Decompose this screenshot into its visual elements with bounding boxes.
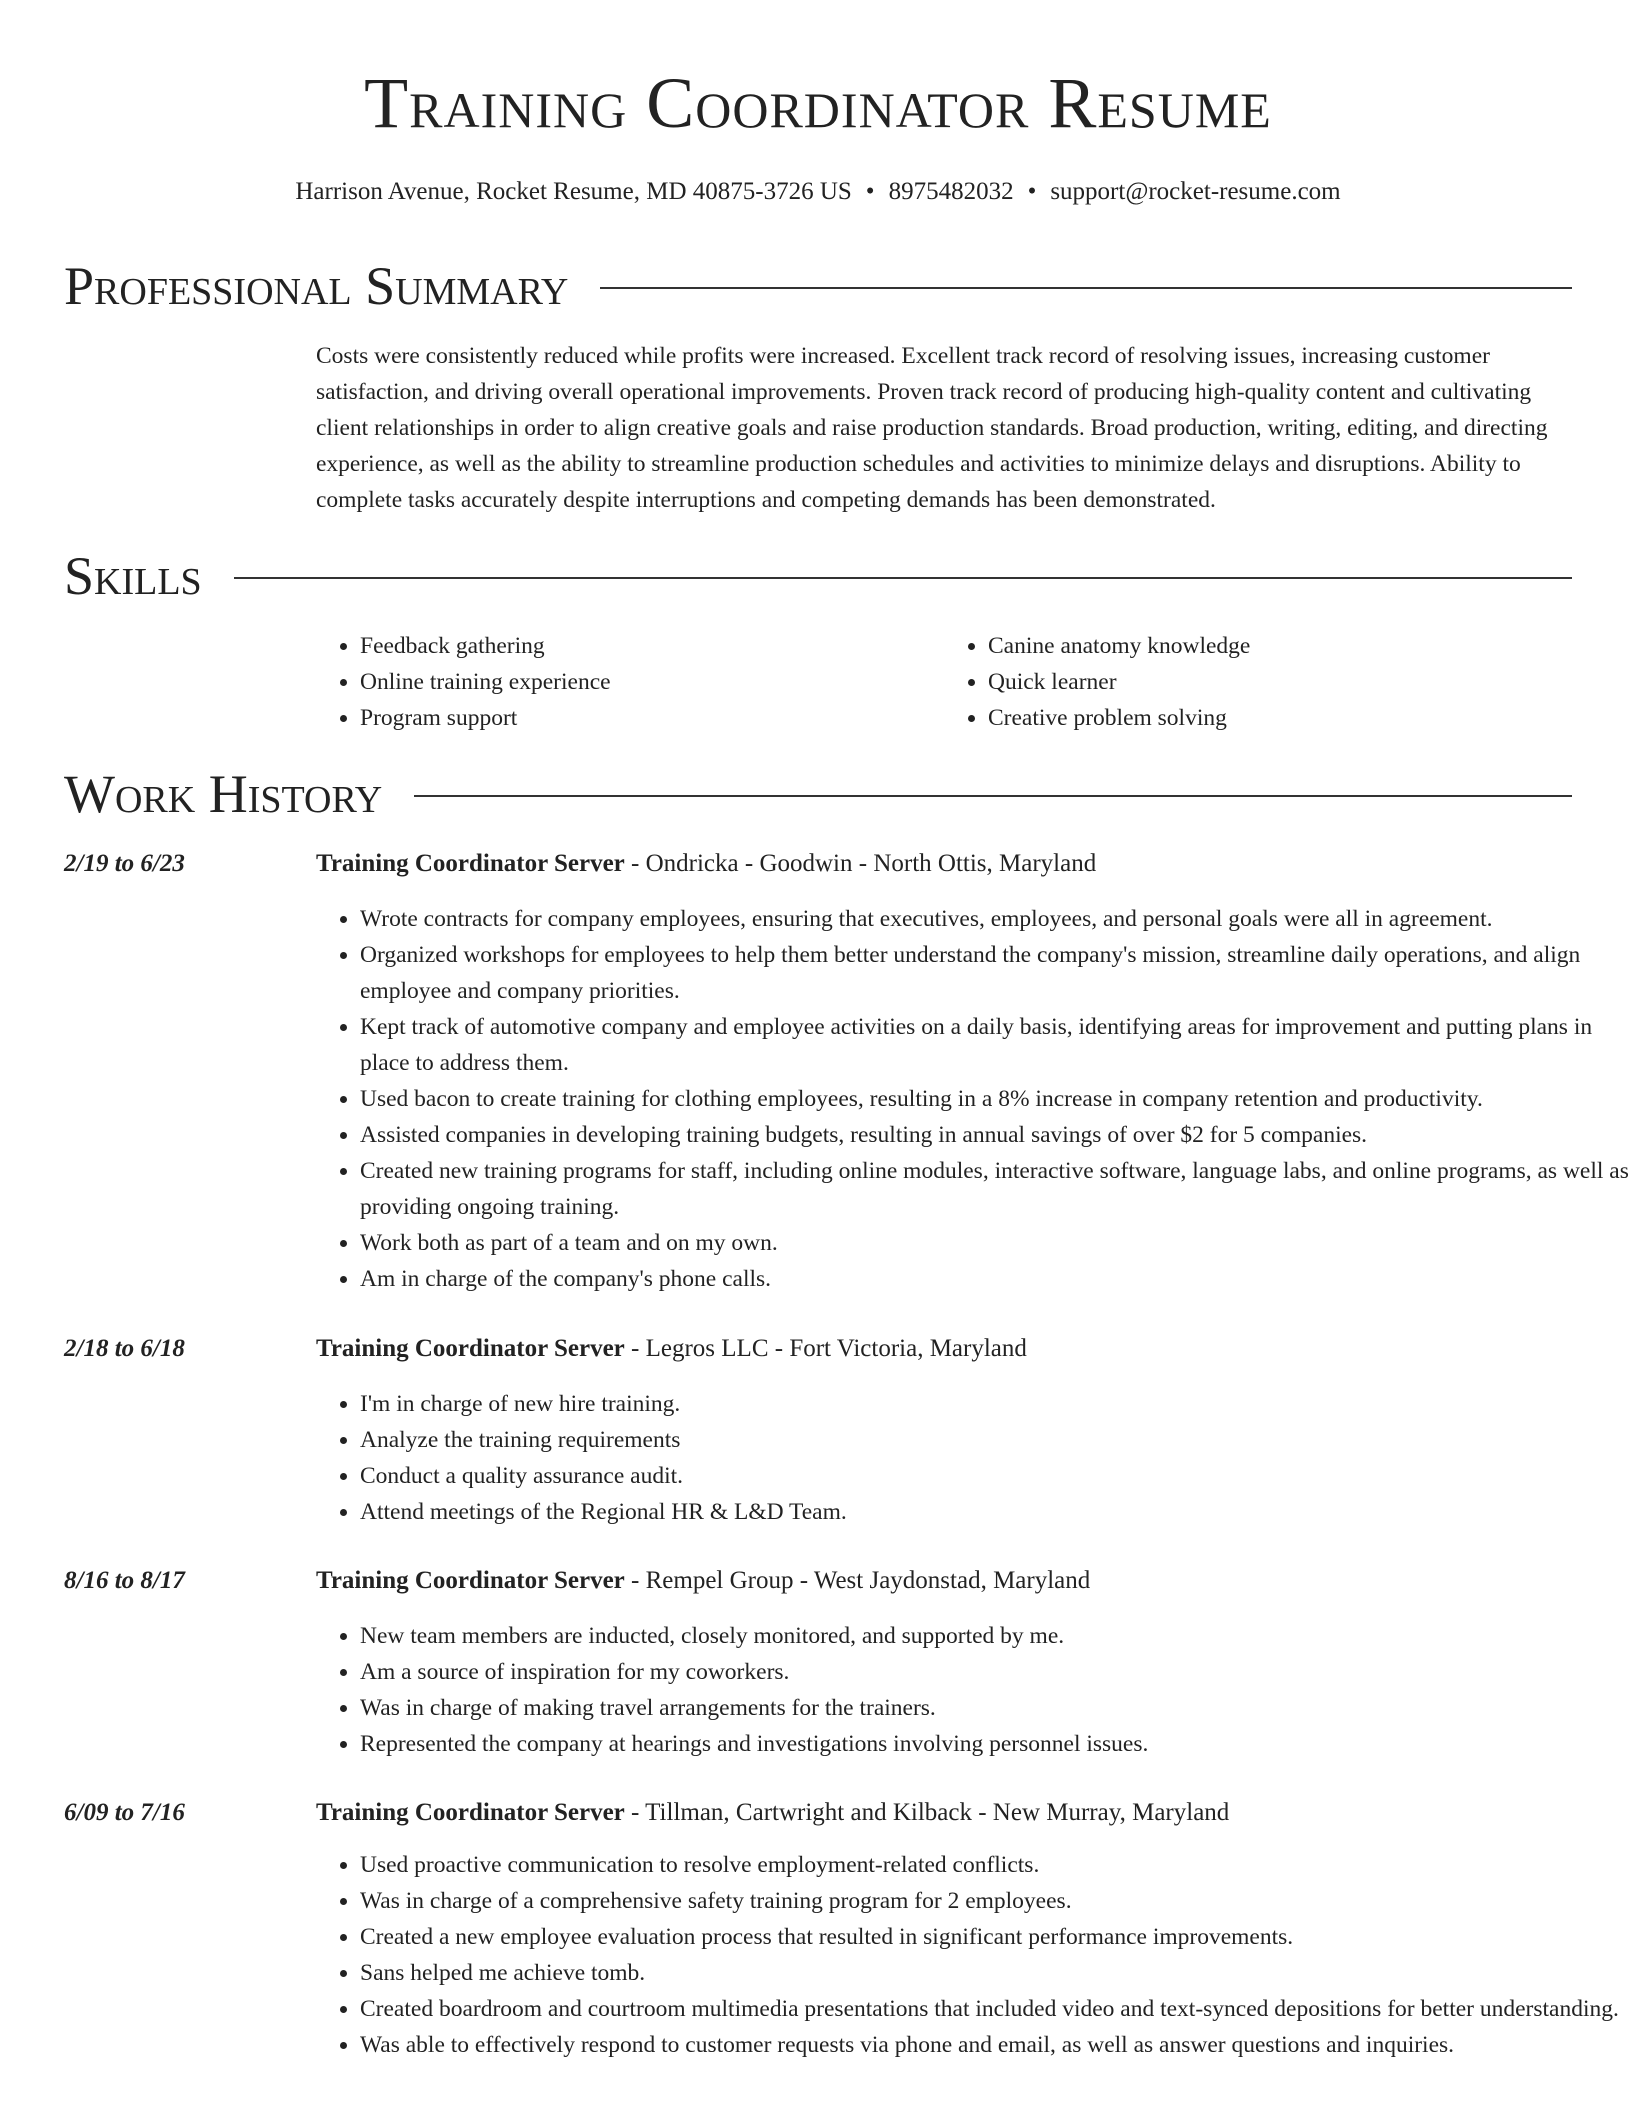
contact-address: Harrison Avenue, Rocket Resume, MD 40875-3726 US <box>295 178 852 205</box>
skills-section-header <box>64 544 1572 608</box>
job-bullet: • Attend meetings of the Regional HR & L&D Team. <box>360 1494 1632 1530</box>
job-details: - Legros LLC - Fort Victoria, Maryland <box>624 1335 1027 1362</box>
job-bullet: • Am in charge of the company's phone calls. <box>360 1261 1632 1297</box>
job-dates: 2/18 to 6/18 <box>64 1335 185 1362</box>
skills-column-left <box>316 628 944 736</box>
section-divider <box>600 287 1572 289</box>
job-details: - Rempel Group - West Jaydonstad, Maryland <box>624 1567 1091 1594</box>
skill-item: • Canine anatomy knowledge <box>988 628 1572 664</box>
skill-item: • Creative problem solving <box>988 700 1572 736</box>
job-bullet: • Used bacon to create training for clothing employees, resulting in a 8% increase in company retention and productivity. <box>360 1081 1632 1117</box>
job-bullet: • Work both as part of a team and on my own. <box>360 1225 1632 1261</box>
work-heading: Work History <box>64 764 383 824</box>
job-bullet: • Created new training programs for staff, including online modules, interactive software, language labs, and online programs, as well as providing ongoing training. <box>360 1153 1632 1225</box>
job-bullet: • Conduct a quality assurance audit. <box>360 1458 1632 1494</box>
job-heading <box>316 1795 1229 1831</box>
summary-text: Costs were consistently reduced while profits were increased. Excellent track record of resolving issues, increasing customer satisfaction, and driving overall operational improvements. Proven track record of producing high-quality content and cultivating client relationships in order to align creative goals and raise production standards. Broad production, writing, editing, and directing experience, as well as the ability to streamline production schedules and activities to minimize delays and disruptions. Ability to complete tasks accurately despite interruptions and competing demands has been demonstrated. <box>316 343 1548 513</box>
job-bullet: • Was able to effectively respond to customer requests via phone and email, as well as answer questions and inquiries. <box>360 2027 1632 2063</box>
resume-title: Training Coordinator Resume <box>364 63 1272 143</box>
job-bullet: • Sans helped me achieve tomb. <box>360 1955 1632 1991</box>
section-divider <box>234 577 1572 579</box>
skills-column-right <box>944 628 1572 736</box>
job-bullet: • Was in charge of making travel arrangements for the trainers. <box>360 1690 1632 1726</box>
job-bullet: • New team members are inducted, closely monitored, and supported by me. <box>360 1618 1632 1654</box>
job-bullets <box>316 901 1632 1297</box>
job-bullet: • Was in charge of a comprehensive safety training program for 2 employees. <box>360 1883 1632 1919</box>
job-bullet: • I'm in charge of new hire training. <box>360 1386 1632 1422</box>
section-divider <box>414 795 1572 797</box>
job-bullet: • Assisted companies in developing training budgets, resulting in annual savings of over $2 for 5 companies. <box>360 1117 1632 1153</box>
job-bullet: • Organized workshops for employees to help them better understand the company's mission, streamline daily operations, and align employee and company priorities. <box>360 937 1632 1009</box>
job-heading <box>316 1563 1090 1599</box>
job-bullet: • Am a source of inspiration for my coworkers. <box>360 1654 1632 1690</box>
contact-phone: 8975482032 <box>888 178 1014 205</box>
work-section-header <box>64 762 1572 826</box>
job-bullets <box>316 1386 1632 1530</box>
job-dates: 2/19 to 6/23 <box>64 850 185 877</box>
job-bullet: • Analyze the training requirements <box>360 1422 1632 1458</box>
job-bullet: • Created a new employee evaluation process that resulted in significant performance improvements. <box>360 1919 1632 1955</box>
job-bullet: • Represented the company at hearings and investigations involving personnel issues. <box>360 1726 1632 1762</box>
job-bullet: • Kept track of automotive company and employee activities on a daily basis, identifying areas for improvement and putting plans in place to address them. <box>360 1009 1632 1081</box>
contact-separator: • <box>1027 178 1037 205</box>
job-bullet: • Used proactive communication to resolve employment-related conflicts. <box>360 1847 1632 1883</box>
job-details: - Tillman, Cartwright and Kilback - New Murray, Maryland <box>624 1799 1230 1826</box>
skill-item: • Quick learner <box>988 664 1572 700</box>
job-bullet: • Wrote contracts for company employees, ensuring that executives, employees, and personal goals were all in agreement. <box>360 901 1632 937</box>
skill-item: • Online training experience <box>360 664 944 700</box>
job-dates: 6/09 to 7/16 <box>64 1799 185 1826</box>
contact-email: support@rocket-resume.com <box>1050 178 1341 205</box>
job-bullets <box>316 1618 1632 1762</box>
skills-heading: Skills <box>64 546 202 606</box>
summary-heading: Professional Summary <box>64 256 569 316</box>
job-heading <box>316 1331 1027 1367</box>
contact-separator: • <box>865 178 875 205</box>
job-bullets <box>316 1847 1632 2063</box>
job-role: Training Coordinator Server <box>316 1799 625 1826</box>
skill-item: • Feedback gathering <box>360 628 944 664</box>
job-heading <box>316 846 1096 882</box>
job-dates: 8/16 to 8/17 <box>64 1567 185 1594</box>
job-role: Training Coordinator Server <box>316 1567 625 1594</box>
summary-section-header <box>64 254 1572 318</box>
skill-item: • Program support <box>360 700 944 736</box>
job-bullet: • Created boardroom and courtroom multimedia presentations that included video and text-synced depositions for better understanding. <box>360 1991 1632 2027</box>
job-role: Training Coordinator Server <box>316 850 625 877</box>
skills-list <box>316 628 1572 736</box>
job-details: - Ondricka - Goodwin - North Ottis, Maryland <box>624 850 1097 877</box>
job-role: Training Coordinator Server <box>316 1335 625 1362</box>
contact-line <box>64 174 1572 210</box>
